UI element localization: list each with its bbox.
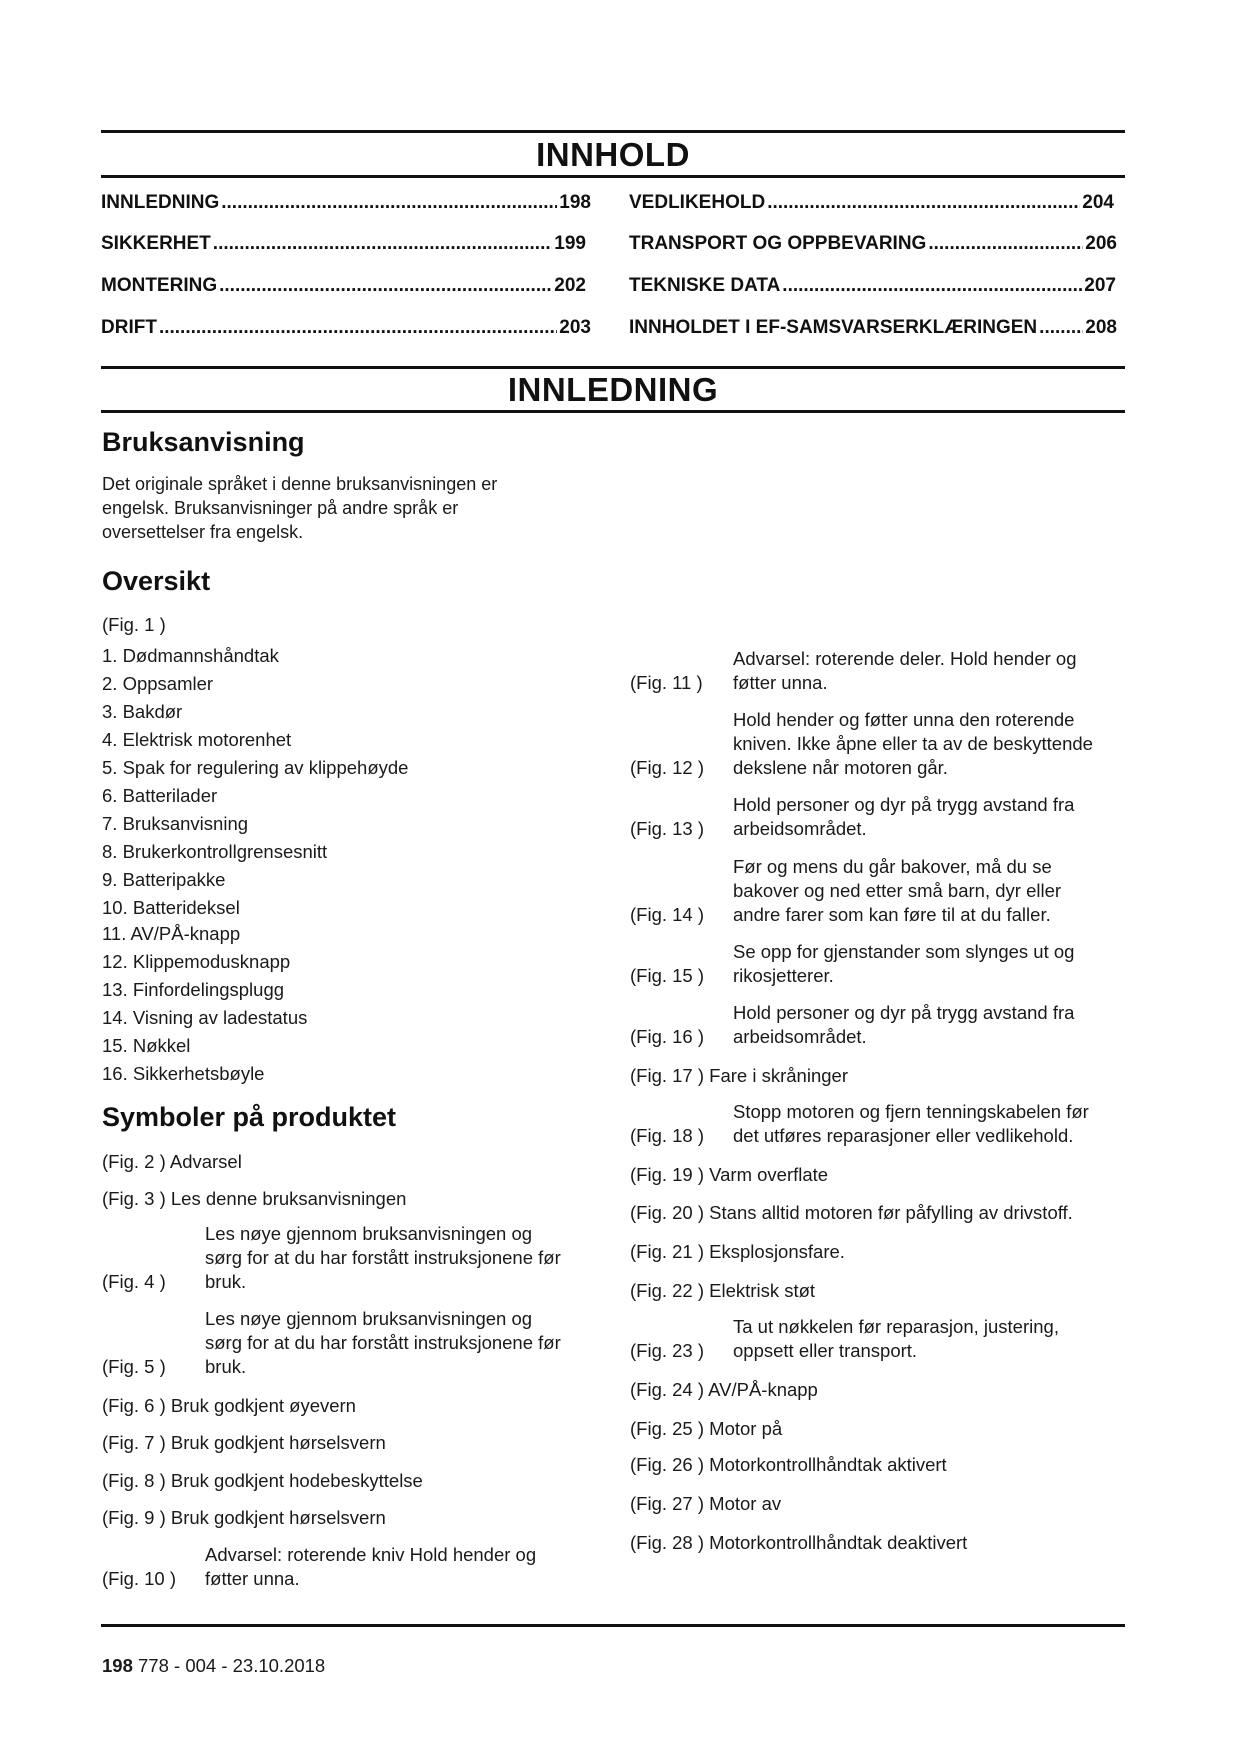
symbol-fig-ref: (Fig. 5 ) [102,1356,166,1377]
symbol-fig-ref: (Fig. 26 ) [630,1454,705,1475]
symbol-entry [630,940,1130,988]
symbol-entry [102,1469,423,1493]
symbol-text-line: sørg for at du har forstått instruksjonene før [205,1332,561,1353]
symbol-fig-ref: (Fig. 12 ) [630,757,705,778]
symbol-entry [630,1453,947,1477]
symbol-fig-ref: (Fig. 8 ) [102,1470,166,1491]
toc-entry-page: 202 [554,275,586,296]
section-top-rule [101,366,1125,369]
symbol-fig-ref: (Fig. 24 ) [630,1379,705,1400]
toc-entry-label: MONTERING [101,275,218,296]
toc-entry-label: TRANSPORT OG OPPBEVARING [629,233,927,254]
symbol-fig-ref: (Fig. 25 ) [630,1418,705,1439]
symbol-fig-ref: (Fig. 11 ) [630,672,703,693]
symbol-text-line: arbeidsområdet. [733,818,867,839]
toc-entry[interactable] [629,233,1117,255]
symbol-entry [630,647,1130,695]
symbol-entry [630,1531,967,1555]
toc-entry-page: 207 [1084,275,1116,296]
symbol-fig-ref: (Fig. 27 ) [630,1493,705,1514]
toc-top-rule [101,130,1125,133]
overview-item: 11. AV/PÅ-knapp [102,923,241,944]
overview-item: 7. Bruksanvisning [102,813,249,834]
symbol-text-line: arbeidsområdet. [733,1026,867,1047]
symbol-text: Bruk godkjent øyevern [170,1395,356,1416]
symbol-text-line: Ta ut nøkkelen før reparasjon, justering, [733,1316,1059,1337]
symbol-text: Bruk godkjent hørselsvern [170,1507,386,1528]
toc-entry-page: 206 [1085,233,1117,254]
symbol-text-line: bakover og ned etter små barn, dyr eller [733,880,1062,901]
symbol-text: Eksplosjonsfare. [709,1241,845,1262]
symbol-text-line: Stopp motoren og fjern tenningskabelen før [733,1101,1089,1122]
overview-item: 9. Batteripakke [102,869,226,890]
overview-item: 1. Dødmannshåndtak [102,645,279,666]
symbol-text-line: dekslene når motoren går. [733,757,948,778]
symbol-text-line: føtter unna. [205,1568,300,1589]
symbol-fig-ref: (Fig. 9 ) [102,1507,166,1528]
symbol-entry [630,1163,828,1187]
toc-entry[interactable] [101,317,591,339]
symbol-text-line: Advarsel: roterende kniv Hold hender og [205,1544,537,1565]
symbol-text: Les denne bruksanvisningen [170,1188,407,1209]
manual-paragraph: Det originale språket i denne bruksanvisningen er engelsk. Bruksanvisninger på andre språk er oversettelser fra engelsk. [102,474,498,542]
symbol-text-line: bruk. [205,1271,247,1292]
footer-rule [101,1624,1125,1627]
symbol-entry [630,1201,1073,1225]
symbol-text-line: Les nøye gjennom bruksanvisningen og [205,1223,533,1244]
symbol-text: Motorkontrollhåndtak aktivert [709,1454,947,1475]
symbol-fig-ref: (Fig. 21 ) [630,1241,705,1262]
symbol-text: Motor på [709,1418,783,1439]
page-number: 198 [102,1655,133,1676]
toc-entry-page: 199 [554,233,586,254]
symbols-heading: Symboler på produktet [102,1102,397,1132]
symbol-fig-ref: (Fig. 13 ) [630,818,705,839]
toc-entry[interactable] [629,317,1117,339]
symbol-text-line: Hold personer og dyr på trygg avstand fra [733,1002,1075,1023]
symbol-text: Bruk godkjent hørselsvern [170,1432,386,1453]
toc-entry[interactable] [101,275,586,297]
symbol-text-line: Les nøye gjennom bruksanvisningen og [205,1308,533,1329]
overview-heading: Oversikt [102,566,211,596]
symbol-text-line: Advarsel: roterende deler. Hold hender og [733,648,1077,669]
symbol-entry [630,1001,1130,1049]
symbol-entry [630,855,1130,927]
overview-item: 6. Batterilader [102,785,218,806]
symbol-entry [630,1492,781,1516]
overview-item: 15. Nøkkel [102,1035,191,1056]
overview-item: 8. Brukerkontrollgrensesnitt [102,841,328,862]
symbol-text: Bruk godkjent hodebeskyttelse [170,1470,423,1491]
toc-entry-page: 198 [559,192,591,213]
symbol-text: Elektrisk støt [709,1280,816,1301]
symbol-fig-ref: (Fig. 7 ) [102,1432,166,1453]
symbol-text: Motor av [709,1493,782,1514]
symbol-text: Advarsel [169,1151,242,1172]
symbol-text-line: det utføres reparasjoner eller vedlikehold. [733,1125,1074,1146]
symbol-text-line: kniven. Ikke åpne eller ta av de beskyttende [733,733,1093,754]
symbol-fig-ref: (Fig. 18 ) [630,1125,705,1146]
symbol-entry [102,1394,356,1418]
symbol-text-line: føtter unna. [733,672,828,693]
symbol-entry [630,793,1130,841]
symbol-fig-ref: (Fig. 14 ) [630,904,705,925]
document-id: 778 - 004 - 23.10.2018 [138,1655,326,1676]
toc-entry[interactable] [101,192,591,214]
symbol-fig-ref: (Fig. 3 ) [102,1188,166,1209]
overview-item: 12. Klippemodusknapp [102,951,291,972]
symbol-entry [630,1064,848,1088]
toc-entry-label: DRIFT [101,317,157,338]
overview-fig-ref: (Fig. 1 ) [102,614,166,635]
toc-title: INNHOLD [536,136,690,173]
overview-item: 3. Bakdør [102,701,183,722]
symbol-text-line: Før og mens du går bakover, må du se [733,856,1052,877]
overview-item: 5. Spak for regulering av klippehøyde [102,757,409,778]
symbol-entry [630,1378,818,1402]
symbol-text: Fare i skråninger [709,1065,848,1086]
section-bottom-rule [101,410,1125,413]
symbol-fig-ref: (Fig. 16 ) [630,1026,705,1047]
symbol-fig-ref: (Fig. 28 ) [630,1532,705,1553]
toc-entry-label: INNLEDNING [101,192,220,213]
symbol-fig-ref: (Fig. 19 ) [630,1164,705,1185]
toc-entry-page: 203 [559,317,591,338]
symbol-entry [630,708,1130,780]
symbol-text-line: sørg for at du har forstått instruksjonene før [205,1247,561,1268]
symbol-text: Stans alltid motoren før påfylling av drivstoff. [709,1202,1073,1223]
overview-item: 10. Batterideksel [102,897,240,918]
toc-entry-label: VEDLIKEHOLD [629,192,766,213]
symbol-fig-ref: (Fig. 10 ) [102,1568,177,1589]
symbol-entry [102,1543,592,1591]
symbol-fig-ref: (Fig. 4 ) [102,1271,166,1292]
symbol-fig-ref: (Fig. 2 ) [102,1151,166,1172]
overview-item: 16. Sikkerhetsbøyle [102,1063,265,1084]
symbol-entry [630,1100,1130,1148]
symbol-text-line: oppsett eller transport. [733,1340,918,1361]
manual-heading: Bruksanvisning [102,427,305,457]
symbol-text: Motorkontrollhåndtak deaktivert [709,1532,968,1553]
overview-item: 14. Visning av ladestatus [102,1007,308,1028]
symbol-text-line: rikosjetterer. [733,965,834,986]
symbol-text-line: andre farer som kan føre til at du faller. [733,904,1051,925]
toc-entry-label: TEKNISKE DATA [629,275,781,296]
toc-bottom-rule [101,175,1125,178]
symbol-entry [630,1240,845,1264]
symbol-text-line: Hold personer og dyr på trygg avstand fra [733,794,1075,815]
symbol-entry [102,1150,242,1174]
symbol-fig-ref: (Fig. 6 ) [102,1395,166,1416]
symbol-text: Varm overflate [709,1164,829,1185]
symbol-entry [630,1279,815,1303]
symbol-text-line: Hold hender og føtter unna den roterende [733,709,1075,730]
symbol-text-line: Se opp for gjenstander som slynges ut og [733,941,1075,962]
toc-entry[interactable] [629,192,1114,214]
overview-item: 2. Oppsamler [102,673,214,694]
symbol-text-line: bruk. [205,1356,247,1377]
toc-entry[interactable] [101,233,586,255]
symbol-entry [630,1417,782,1441]
symbol-text: AV/PÅ-knapp [708,1379,818,1400]
symbol-fig-ref: (Fig. 15 ) [630,965,705,986]
toc-entry-label: SIKKERHET [101,233,211,254]
overview-item: 13. Finfordelingsplugg [102,979,285,1000]
toc-entry-page: 208 [1085,317,1117,338]
symbol-fig-ref: (Fig. 22 ) [630,1280,705,1301]
symbol-entry [102,1506,386,1530]
section-title: INNLEDNING [507,371,719,408]
symbol-fig-ref: (Fig. 23 ) [630,1340,705,1361]
toc-entry-page: 204 [1082,192,1114,213]
symbol-entry [102,1222,592,1294]
page-footer [102,1655,325,1677]
symbol-entry [102,1187,406,1211]
symbol-entry [102,1431,386,1455]
symbol-entry [630,1315,1130,1363]
symbol-fig-ref: (Fig. 17 ) [630,1065,705,1086]
symbol-entry [102,1307,592,1379]
toc-entry[interactable] [629,275,1116,297]
toc-entry-label: INNHOLDET I EF-SAMSVARSERKLÆRINGEN [629,317,1038,338]
overview-item: 4. Elektrisk motorenhet [102,729,292,750]
symbol-fig-ref: (Fig. 20 ) [630,1202,705,1223]
